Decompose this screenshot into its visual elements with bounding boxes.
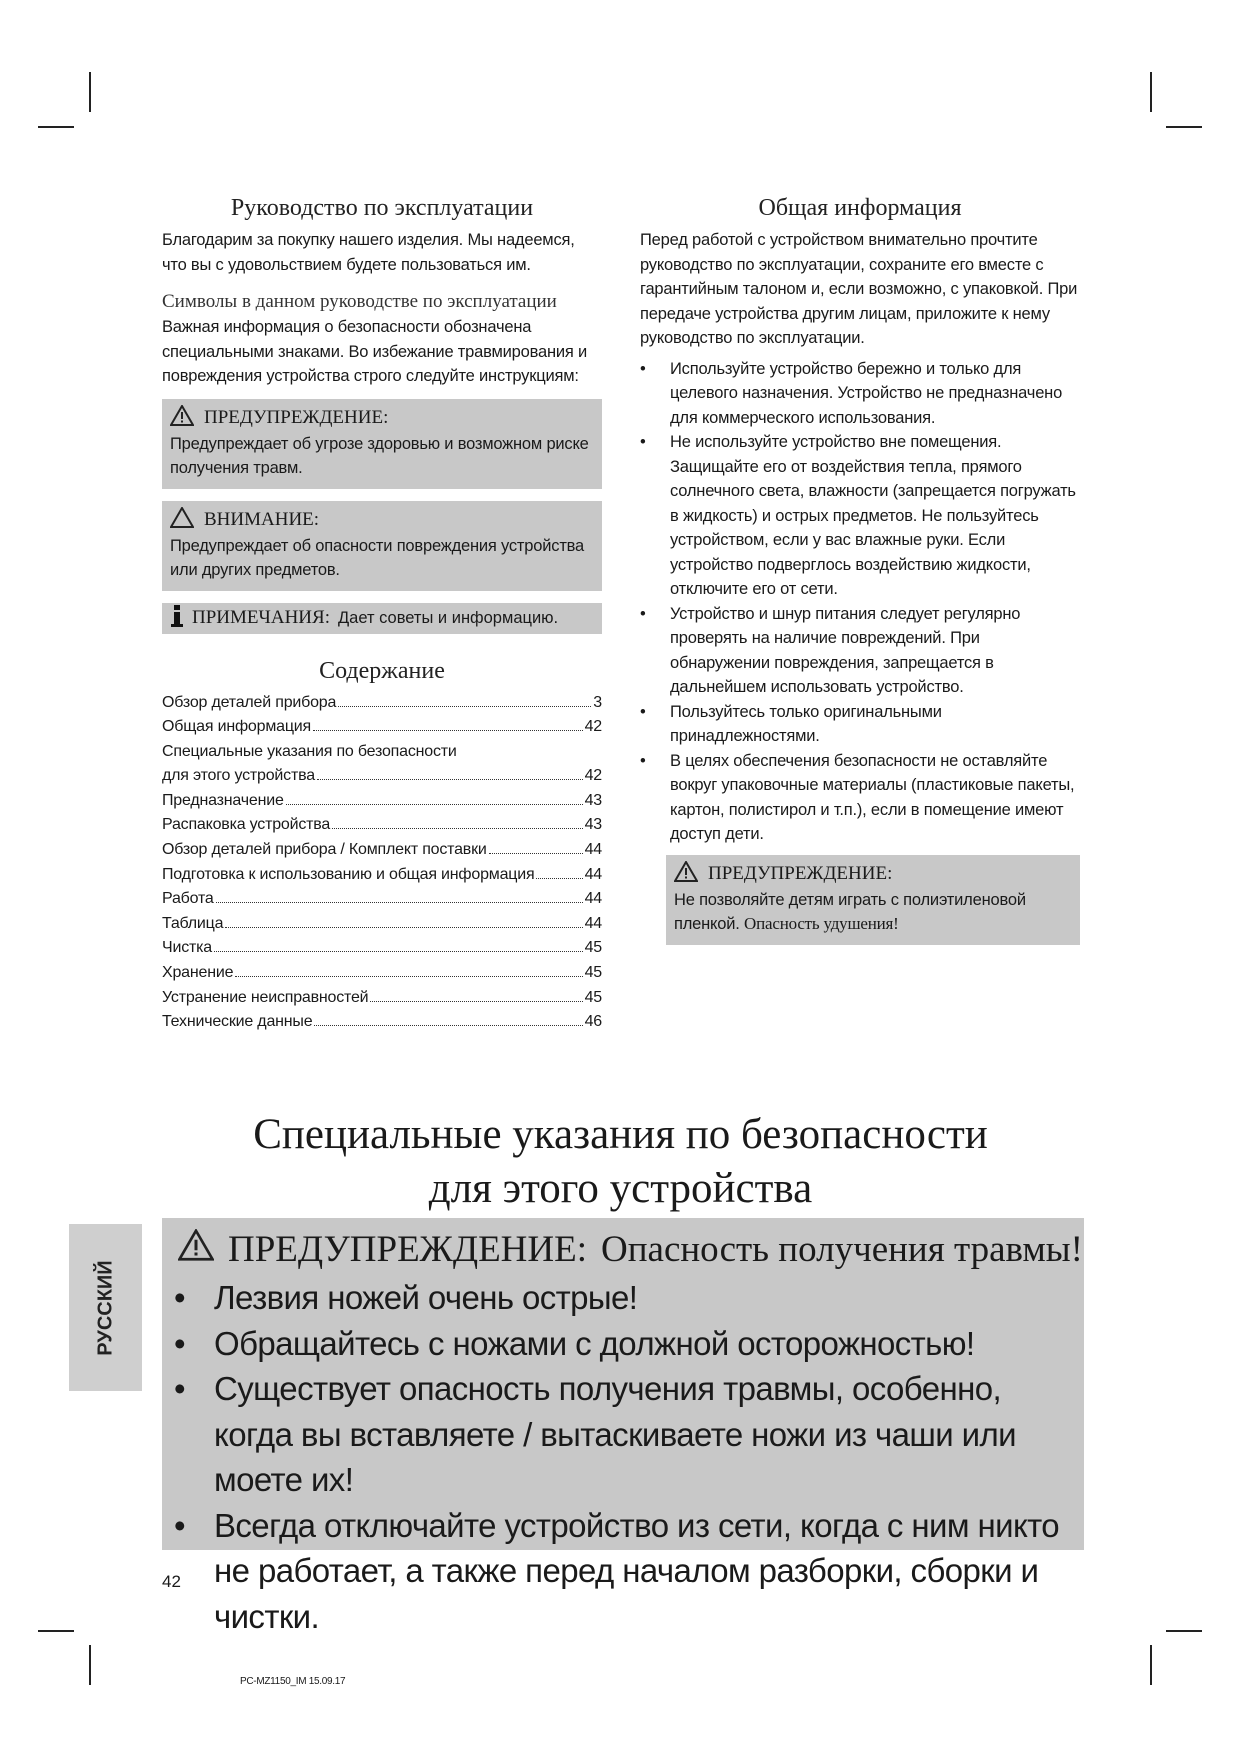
crop-mark [89,72,91,112]
intro-text: Благодарим за покупку нашего изделия. Мы надеемся, что вы с удовольствием будете пользоваться им. [162,231,575,274]
caution-text: Предупреждает об опасности повреждения устройства или других предметов. [170,536,585,579]
caution-label: ВНИМАНИЕ: [204,509,320,530]
warning-triangle-icon [674,861,698,888]
crop-mark [1150,1645,1152,1685]
toc-row[interactable]: Устранение неисправностей 45 [162,988,602,1006]
toc-row[interactable]: Общая информация 42 [162,718,602,736]
symbols-text: Важная информация о безопасности обозначена специальными знаками. Во избежание травмирования и повреждения устройства строго следуйте инструкциям: [162,318,588,385]
footer-code: PC-MZ1150_IM 15.09.17 [240,1676,346,1687]
caution-triangle-icon [170,507,194,534]
list-item: • Обращайтесь с ножами с должной осторожностью! [174,1321,1084,1367]
toc-row[interactable]: Предназначение 43 [162,791,602,809]
info-icon [170,605,184,632]
safety-title-line1: Специальные указания по безопасности [253,1111,988,1158]
symbols-title: Символы в данном руководстве по эксплуатации [162,291,557,312]
right-column [640,195,1080,945]
safety-title-line2: для этого устройства [428,1165,813,1212]
list-item: • Лезвия ножей очень острые! [174,1275,1084,1321]
crop-mark [38,126,74,128]
warning-text: Не позволяйте детям играть с полиэтиленовой пленкой. Опасность удушения! [674,890,1026,933]
toc-row[interactable]: Обзор деталей прибора 3 [162,693,602,711]
note-label: ПРИМЕЧАНИЯ: [192,607,330,628]
safety-list [162,1275,1084,1639]
language-label: РУССКИЙ [94,1259,116,1356]
list-item: • Всегда отключайте устройство из сети, когда с ним никто не работает, а также перед началом разборки, сборки и чистки. [174,1503,1084,1640]
toc-row[interactable]: Обзор деталей прибора / Комплект поставки 44 [162,841,602,859]
warning-label: ПРЕДУПРЕЖДЕНИЕ: [204,407,389,428]
safety-warning-label: ПРЕДУПРЕЖДЕНИЕ: [228,1229,587,1270]
warning-triangle-icon [170,405,194,432]
warning-label: ПРЕДУПРЕЖДЕНИЕ: [708,863,893,884]
language-tab [69,1224,142,1391]
toc-row[interactable]: Технические данные 46 [162,1013,602,1031]
general-info-intro: Перед работой с устройством внимательно прочтите руководство по эксплуатации, сохраните его вместе с гарантийным талоном и, если возможно, с упаковкой. При передаче устройства другим лицам, приложите к нему руководство по эксплуатации. [640,231,1078,347]
crop-mark [38,1630,74,1632]
general-info-title: Общая информация [758,195,962,221]
list-item: • В целях обеспечения безопасности не оставляйте вокруг упаковочные материалы (пластиковые пакеты, картон, полистирол и т.п.), если в помещение имеют доступ дети. [640,749,1080,847]
list-item: • Не используйте устройство вне помещения. Защищайте его от воздействия тепла, прямого солнечного света, влажности (запрещается погружать в жидкость) и острых предметов. Не пользуйтесь устройством, если у вас влажные руки. Если устройство подверглось воздействию жидкости, отключите его от сети. [640,430,1080,602]
list-item: • Существует опасность получения травмы, особенно, когда вы вставляете / вытаскиваете ножи из чаши или моете их! [174,1366,1084,1503]
crop-mark [1166,126,1202,128]
note-box [162,603,602,634]
toc-row[interactable]: Хранение 45 [162,964,602,982]
list-item: • Пользуйтесь только оригинальными принадлежностями. [640,700,1080,749]
list-item: • Устройство и шнур питания следует регулярно проверять на наличие повреждений. При обнаружении повреждения, запрещается в дальнейшем использовать устройство. [640,602,1080,700]
caution-box [162,501,602,591]
crop-mark [1166,1630,1202,1632]
toc-row[interactable]: Работа 44 [162,890,602,908]
left-column [162,195,602,1035]
toc-row[interactable]: Подготовка к использованию и общая информация 44 [162,865,602,883]
contents-title: Содержание [319,657,445,684]
note-text: Дает советы и информацию. [337,608,559,627]
warning-text-emphasis: Опасность удушения! [744,914,899,933]
crop-mark [1150,72,1152,112]
toc-row[interactable]: Специальные указания по безопасности [162,742,457,760]
toc-row[interactable]: Распаковка устройства 43 [162,816,602,834]
warning-triangle-icon [178,1228,214,1271]
list-item: • Используйте устройство бережно и только для целевого назначения. Устройство не предназначено для коммерческого использования. [640,357,1080,431]
warning-text: Предупреждает об угрозе здоровью и возможном риске получения травм. [170,434,589,477]
warning-box [162,399,602,489]
crop-mark [89,1645,91,1685]
toc-row[interactable]: Таблица 44 [162,914,602,932]
safety-warning-subject: Опасность получения травмы! [601,1229,1083,1270]
toc-row[interactable]: Чистка 45 [162,939,602,957]
page-number: 42 [162,1572,181,1591]
children-warning-box [666,855,1080,945]
general-info-list [640,357,1080,847]
table-of-contents [162,691,602,1035]
manual-title: Руководство по эксплуатации [230,195,534,221]
toc-row[interactable]: для этого устройства 42 [162,767,602,785]
